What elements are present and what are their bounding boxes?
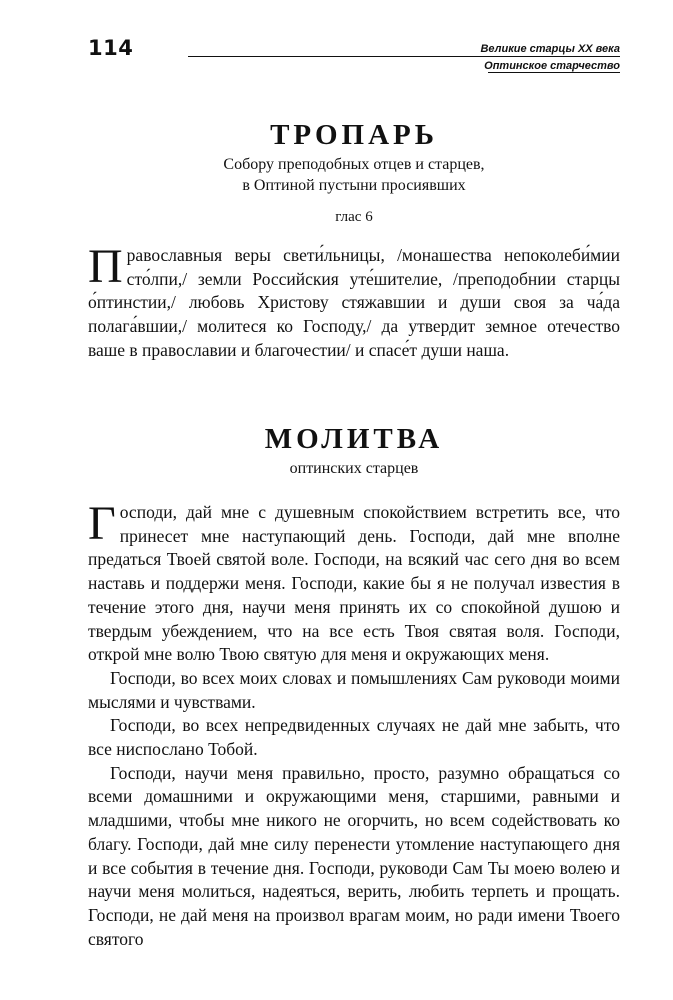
prayer-paragraph-4: Господи, научи меня правильно, просто, разумно обращаться со всеми домашними и окружающими меня, старшими, равными и младшими, чтобы мне никого не огорчить, но всем содействовать ко благу. Господи, дай мне силу перенести утомление наступающего дня и все события в течение дня. Господи, руководи Сам Ты моею волею и научи меня молиться, надеяться, верить, любить терпеть и прощать. Господи, не дай меня на произвол врагам моим, но ради имени Твоего святого — [88, 762, 620, 949]
running-title-chapter: Оптинское старчество — [484, 60, 620, 72]
troparion-tone: глас 6 — [335, 209, 373, 225]
troparion-dropcap: П — [88, 240, 123, 293]
running-title-book: Великие старцы XX века — [480, 43, 620, 55]
page-number: 114 — [88, 36, 134, 60]
header-rule-secondary — [488, 72, 620, 73]
troparion-body: равославныя веры свети́льницы, /монашества непоколеби́мии сто́лпи,/ земли Российския уте́шителие, /преподобнии старцы о́птинстии,/ любовь Христову стяжавшии и души своя за ча́да полага́вшии,/ молитеся ко Господу,/ да утвердит земное отечество ваше в православии и благочестии/ и спасе́т души наша. — [88, 245, 620, 360]
troparion-subtitle-line-2: в Оптиной пустыни просиявших — [242, 177, 466, 194]
troparion-subtitle-line-1: Собору преподобных отцев и старцев, — [223, 156, 485, 173]
prayer-text — [88, 497, 620, 951]
troparion-section — [88, 118, 620, 363]
prayer-section — [88, 422, 620, 951]
prayer-title: МОЛИТВА — [264, 423, 444, 455]
troparion-text — [88, 240, 620, 363]
prayer-paragraph-1-body: осподи, дай мне с душевным спокойствием встретить все, что принесет мне наступающий день. Господи, дай мне вполне предаться Твоей святой воле. Господи, на всякий час сего дня во всем наставь и поддержи меня. Господи, какие бы я не получал известия в течение этого дня, научи меня принять их со спокойной душою и твердым убеждением, что на все есть Твоя святая воля. Господи, открой мне волю Твою святую для меня и окружающих меня. — [88, 502, 620, 665]
prayer-dropcap: Г — [88, 497, 116, 550]
troparion-paragraph — [88, 240, 620, 363]
running-title — [480, 42, 620, 73]
troparion-title: ТРОПАРЬ — [270, 119, 438, 151]
prayer-paragraph-3: Господи, во всех непредвиденных случаях не дай мне забыть, что все ниспослано Тобой. — [88, 715, 620, 760]
page-header — [88, 36, 620, 76]
prayer-paragraph-2: Господи, во всех моих словах и помышлениях Сам руководи моими мыслями и чувствами. — [88, 667, 620, 712]
prayer-subtitle: оптинских старцев — [289, 460, 419, 477]
prayer-paragraph-1 — [88, 497, 620, 667]
